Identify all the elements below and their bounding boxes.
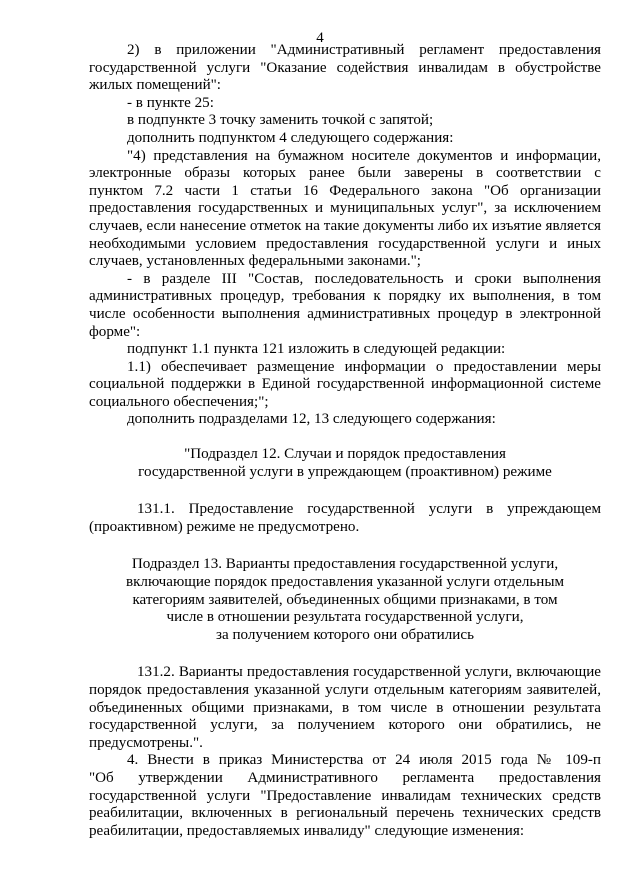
text-line: в подпункте 3 точку заменить точкой с запятой; (127, 112, 434, 129)
text-line: объединенных общими признаками, в том числе в отношении результата (89, 699, 601, 716)
text-line: дополнить подразделами 12, 13 следующего содержания: (127, 411, 496, 428)
text-line: - в пункте 25: (127, 94, 214, 111)
text-line: числе особенности выполнения административных процедур в электронной (89, 305, 601, 322)
text-line: предусмотрены.". (89, 734, 203, 751)
text-line: форме": (89, 323, 141, 340)
subsection-heading: Подраздел 13. Варианты предоставления государственной услуги, (131, 556, 559, 573)
text-line: 4. Внести в приказ Министерства от 24 июля 2015 года № 109-п (127, 752, 601, 769)
subsection-heading: категориям заявителей, объединенных общими признаками, в том (132, 591, 558, 608)
text-line: жилых помещений": (89, 77, 221, 94)
text-line: электронные образы которых ранее были заверены в соответствии с (89, 165, 601, 182)
text-line: 131.2. Варианты предоставления государственной услуги, включающие (137, 664, 601, 681)
text-line: дополнить подпунктом 4 следующего содержания: (127, 129, 454, 146)
text-line: государственной услуги "Предоставление инвалидам технических средств (89, 787, 601, 804)
text-line: 1.1) обеспечивает размещение информации о предоставлении меры (127, 358, 601, 375)
subsection-heading: "Подраздел 12. Случаи и порядок предоставления (184, 446, 506, 463)
text-line: государственной услуги "Оказание содействия инвалидам в обустройстве (89, 59, 601, 76)
text-line: "Об утверждении Административного регламента предоставления (89, 769, 601, 786)
text-line: 2) в приложении "Административный регламент предоставления (127, 42, 601, 58)
text-line: социального обеспечения;"; (89, 393, 269, 410)
text-line: "4) представления на бумажном носителе документов и информации, (127, 147, 601, 164)
text-line: реабилитации, включенных в региональный перечень технических средств (89, 805, 601, 822)
spacer (89, 644, 601, 664)
text-line: случаев, установленных федеральными законами."; (89, 253, 421, 270)
page-number: 4 (316, 30, 324, 46)
text-line: 131.1. Предоставление государственной услуги в упреждающем (137, 501, 601, 518)
text-line: пунктом 7.2 части 1 статьи 16 Федерального закона "Об организации (89, 182, 601, 199)
spacer (89, 481, 601, 501)
spacer (89, 429, 601, 446)
text-line: административных процедур, требования к порядку их выполнения, в том (89, 288, 601, 305)
text-line: государственной услуги, за получением которого они обратились, не (89, 717, 601, 734)
subsection-heading: за получением которого они обратились (216, 626, 474, 643)
text-line: случаев, если нанесение отметок на такие документы либо их изъятие является (89, 217, 601, 234)
text-line: предоставления государственных и муниципальных услуг", за исключением (89, 200, 601, 217)
spacer (89, 536, 601, 556)
subsection-heading: включающие порядок предоставления указанной услуги отдельным (125, 574, 565, 591)
text-line: необходимыми условием предоставления государственной услуги и иных (89, 235, 601, 252)
text-line: порядок предоставления указанной услуги отдельным категориям заявителей, (89, 682, 601, 698)
text-line: реабилитации, предоставляемых инвалиду" следующие изменения: (89, 822, 525, 839)
text-line: социальной поддержки в Единой государственной информационной системе (89, 376, 601, 393)
subsection-heading: государственной услуги в упреждающем (проактивном) режиме (138, 463, 552, 480)
subsection-heading: числе в отношении результата государственной услуги, (166, 609, 524, 626)
text-line: - в разделе III "Состав, последовательность и сроки выполнения (127, 270, 601, 287)
document-body (89, 42, 601, 840)
text-line: (проактивном) режиме не предусмотрено. (89, 518, 360, 535)
text-line: подпункт 1.1 пункта 121 изложить в следующей редакции: (127, 341, 506, 358)
